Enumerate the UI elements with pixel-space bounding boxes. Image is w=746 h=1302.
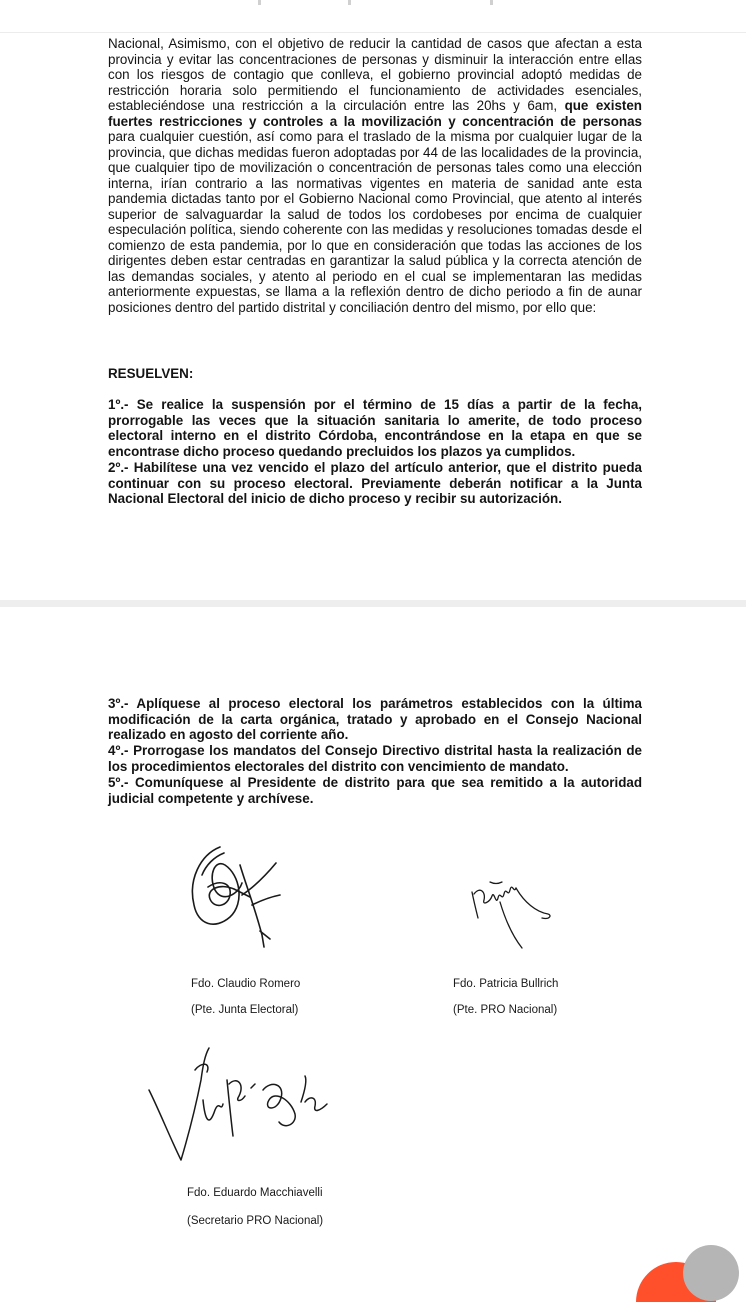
paragraph-text: para cualquier cuestión, así como para el traslado de la misma por cualquier lugar de la provincia, que dichas medidas fueron adoptadas por 44 de las localidades de la provincia, que cualquier tipo de movilización o concentración de personas tales como una elección interna, irían contrario a las normativas vigentes en materia de sanidad ante esta pandemia dictadas tanto por el Gobierno Nacional como Provincial, que atento al interés superior de salvaguardar la salud de todos los cordobeses por encima de cualquier especulación política, siendo coherente con las medidas y resoluciones tomadas desde el comienzo de esta pandemia, por lo que en consideración que todas las acciones de los dirigentes deben estar centradas en garantizar la salud pública y la correcta atención de las demandas sociales, y atento al periodo en el cual se implementaran las medidas anteriormente expuestas, se llama a la reflexión dentro de dicho periodo a fin de aunar posiciones dentro del partido distrital y conciliación dentro del mismo, por ello que:: [108, 129, 642, 315]
signature-eduardo-macchiavelli: [145, 1040, 345, 1170]
signature-claudio-romero: [180, 835, 290, 955]
signatory-role-romero: (Pte. Junta Electoral): [191, 1004, 299, 1016]
floating-menu-button[interactable]: [683, 1245, 739, 1301]
body-paragraph: [108, 36, 642, 315]
resolution-heading: RESUELVEN:: [108, 366, 194, 381]
page-tick-mark: [490, 0, 493, 5]
article-4: 4º.- Prorrogase los mandatos del Consejo Directivo distrital hasta la realización de los procedimientos electorales del distrito con vencimiento de mandato.: [108, 743, 642, 774]
article-5: 5º.- Comuníquese al Presidente de distrito para que sea remitido a la autoridad judicial competente y archívese.: [108, 775, 642, 806]
signatory-name-macchiavelli: Fdo. Eduardo Macchiavelli: [187, 1187, 323, 1199]
article-2: 2º.- Habilítese una vez vencido el plazo del artículo anterior, que el distrito pueda continuar con su proceso electoral. Previamente deberán notificar a la Junta Nacional Electoral del inicio de dicho proceso y recibir su autorización.: [108, 460, 642, 506]
signatory-name-bullrich: Fdo. Patricia Bullrich: [453, 978, 559, 990]
signatory-name-romero: Fdo. Claudio Romero: [191, 978, 301, 990]
page-tick-mark: [348, 0, 351, 5]
article-3: 3º.- Aplíquese al proceso electoral los parámetros establecidos con la última modificación de la carta orgánica, tratado y aprobado en el Consejo Nacional realizado en agosto del corriente año.: [108, 696, 642, 742]
signatory-role-bullrich: (Pte. PRO Nacional): [453, 1004, 558, 1016]
paragraph-bold-text: que existen fuertes restricciones y controles a la movilización y concentración de personas: [108, 98, 642, 129]
paragraph-text: Nacional, Asimismo, con el objetivo de reducir la cantidad de casos que afectan a esta provincia y evitar las concentraciones de personas y disminuir la interacción entre ellas con los riesgos de contagio que conlleva, el gobierno provincial adoptó medidas de restricción horaria solo permitiendo el funcionamiento de actividades esenciales, estableciéndose una restricción a la circulación entre las 20hs y 6am,: [108, 36, 642, 113]
signatory-role-macchiavelli: (Secretario PRO Nacional): [187, 1215, 324, 1227]
viewer-top-bar: [0, 0, 746, 33]
signature-patricia-bullrich: [460, 862, 560, 952]
article-1: 1º.- Se realice la suspensión por el término de 15 días a partir de la fecha, prorrogable las veces que la situación sanitaria lo amerite, de todo proceso electoral interno en el distrito Córdoba, encontrándose en la etapa en que se encontrase dicho proceso quedando precluidos los plazos ya cumplidos.: [108, 397, 642, 459]
page-separator: [0, 600, 746, 607]
page-tick-mark: [258, 0, 261, 5]
